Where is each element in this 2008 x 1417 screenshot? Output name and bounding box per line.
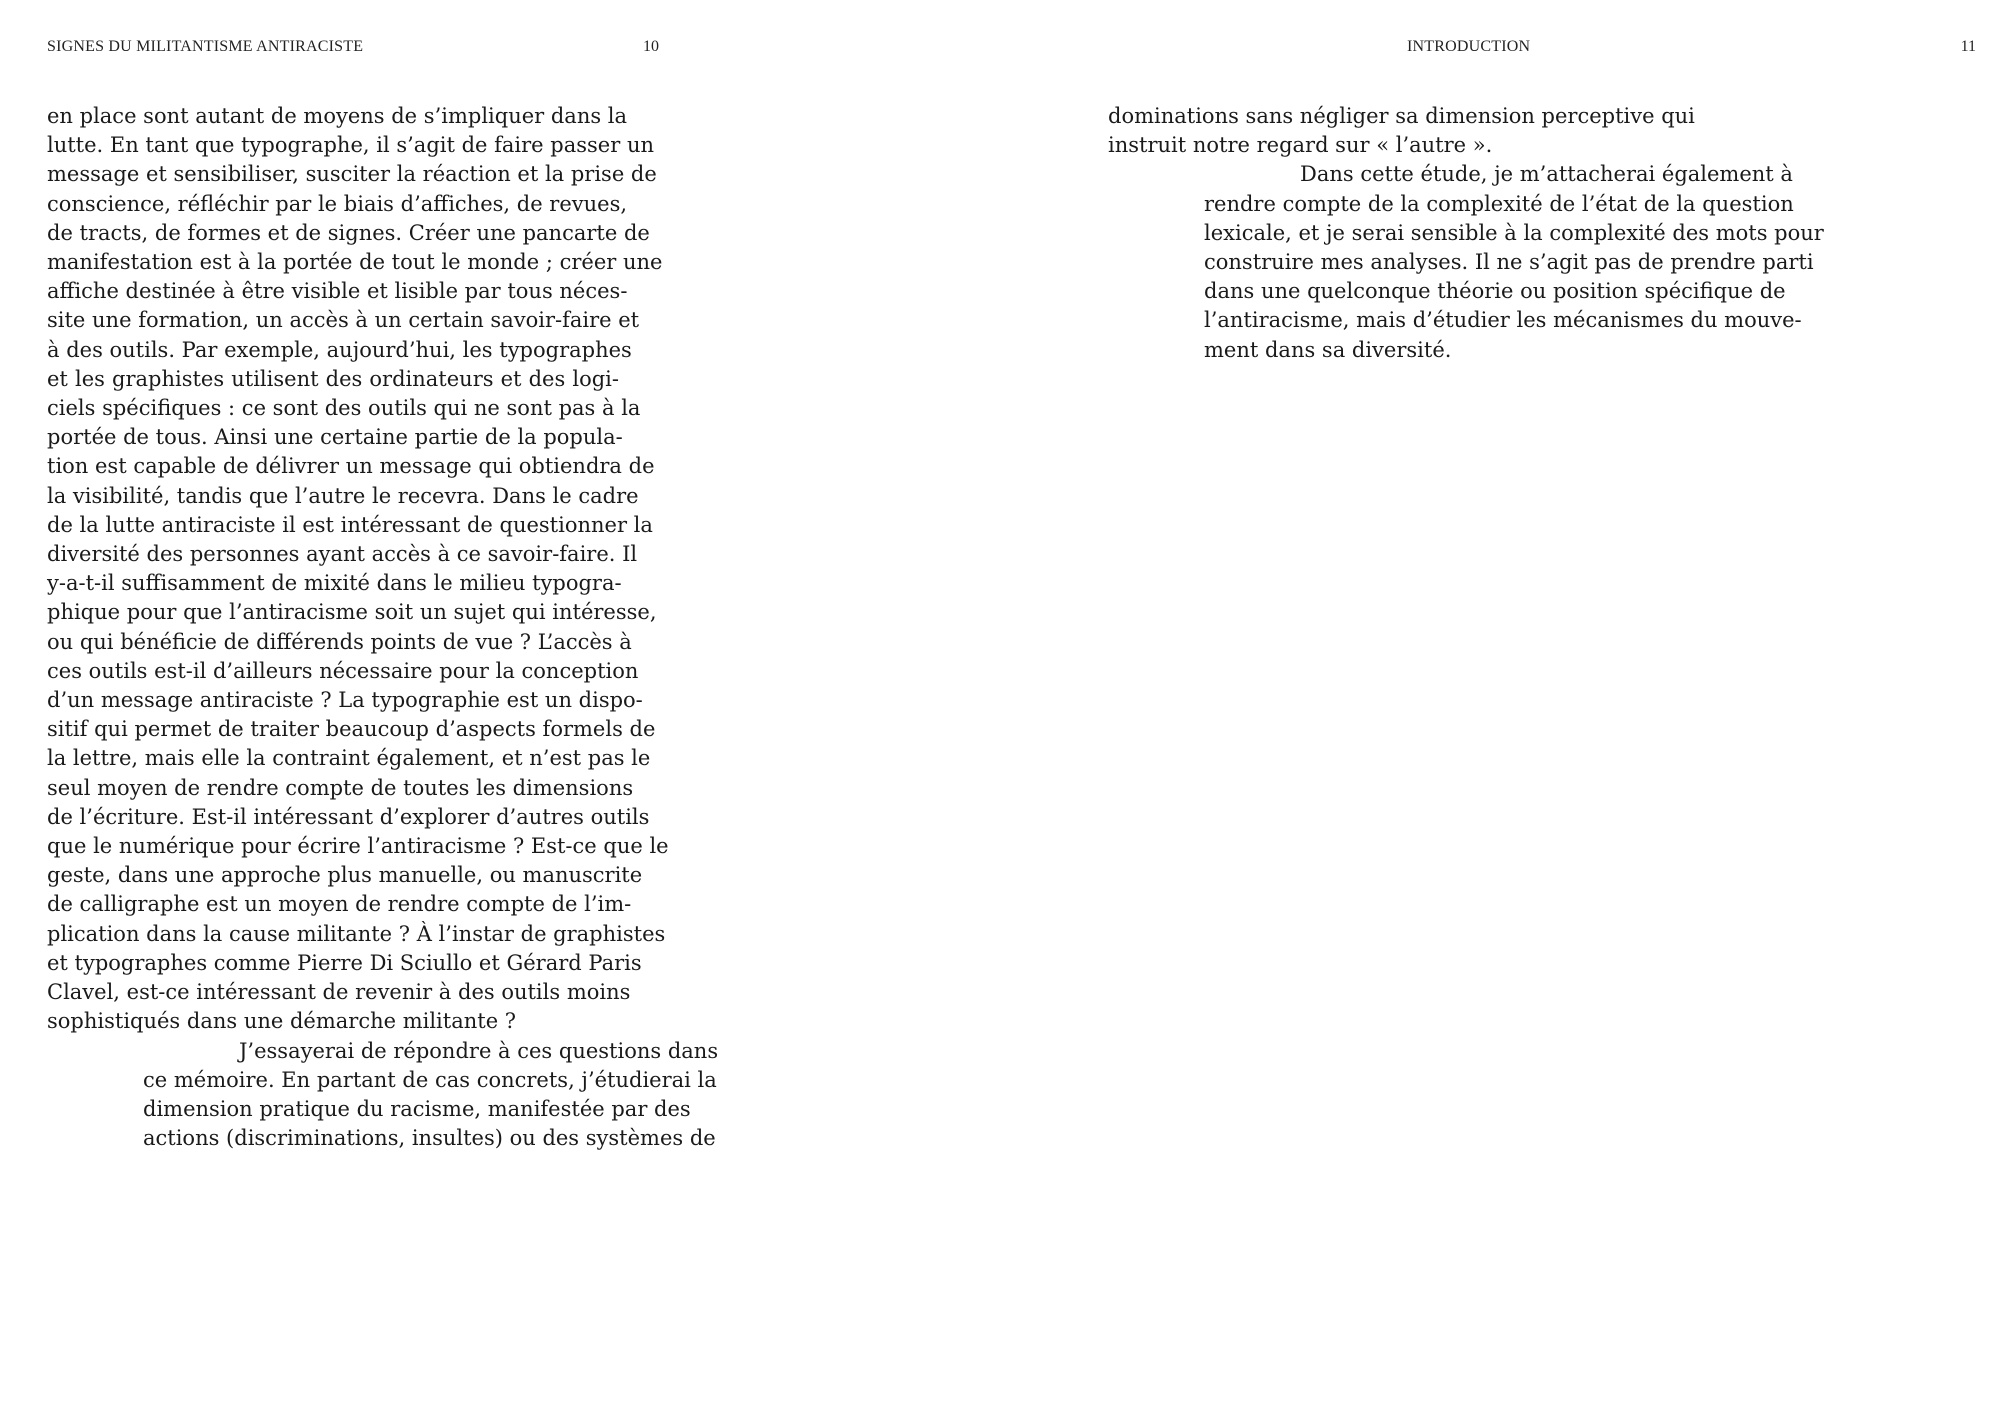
text-line: conscience, réfléchir par le biais d’affiches, de revues, [47,191,628,216]
text-line: de calligraphe est un moyen de rendre compte de l’im- [47,892,632,917]
text-line: plication dans la cause militante ? À l’instar de graphistes [47,921,666,946]
body-text [47,102,719,1153]
text-line: seul moyen de rendre compte de toutes les dimensions [47,775,634,800]
text-line: la lettre, mais elle la contraint également, et n’est pas le [47,746,651,771]
body-text [1108,102,1824,365]
right-page [1004,0,2008,1417]
text-line: à des outils. Par exemple, aujourd’hui, les typographes [47,337,632,362]
text-line: Dans cette étude, je m’attacherai également à [1300,162,1793,187]
text-line: site une formation, un accès à un certain savoir-faire et [47,308,640,333]
text-line: que le numérique pour écrire l’antiracisme ? Est-ce que le [47,834,669,859]
paragraph [1108,160,1824,364]
text-line: message et sensibiliser, susciter la réaction et la prise de [47,162,657,187]
text-line: Clavel, est-ce intéressant de revenir à des outils moins [47,980,631,1005]
running-head: INTRODUCTION [1407,38,1531,55]
text-line: manifestation est à la portée de tout le monde ; créer une [47,250,663,275]
text-line: rendre compte de la complexité de l’état de la question [1204,191,1794,216]
page-number: 10 [643,38,659,55]
text-line: J’essayerai de répondre à ces questions dans [239,1038,719,1063]
text-line: dominations sans négliger sa dimension perceptive qui [1108,104,1695,128]
paragraph [47,1037,719,1154]
text-line: tion est capable de délivrer un message qui obtiendra de [47,454,655,479]
text-line: construire mes analyses. Il ne s’agit pas de prendre parti [1204,250,1814,275]
text-line: lutte. En tant que typographe, il s’agit de faire passer un [47,133,654,158]
text-line: ciels spécifiques : ce sont des outils qui ne sont pas à la [47,396,641,421]
text-line: la visibilité, tandis que l’autre le recevra. Dans le cadre [47,483,639,508]
paragraph [1108,102,1695,160]
text-line: ce mémoire. En partant de cas concrets, j’étudierai la [143,1067,717,1092]
text-line: affiche destinée à être visible et lisible par tous néces- [47,279,628,304]
text-line: l’antiracisme, mais d’étudier les mécanismes du mouve- [1204,308,1802,333]
text-line: de l’écriture. Est-il intéressant d’explorer d’autres outils [47,804,650,829]
text-line: ou qui bénéficie de différends points de vue ? L’accès à [47,629,632,654]
text-line: y-a-t-il suffisamment de mixité dans le milieu typogra- [47,571,622,596]
text-line: ces outils est-il d’ailleurs nécessaire pour la conception [47,658,639,683]
text-line: phique pour que l’antiracisme soit un sujet qui intéresse, [47,600,657,625]
page-number: 11 [1960,38,1976,55]
text-line: et les graphistes utilisent des ordinateurs et des logi- [47,366,619,391]
text-line: geste, dans une approche plus manuelle, ou manuscrite [47,863,643,888]
text-line: actions (discriminations, insultes) ou des systèmes de [143,1126,716,1151]
running-head: SIGNES DU MILITANTISME ANTIRACISTE [47,38,364,55]
text-line: en place sont autant de moyens de s’impliquer dans la [47,104,628,128]
text-line: lexicale, et je serai sensible à la complexité des mots pour [1204,220,1824,245]
text-line: de la lutte antiraciste il est intéressant de questionner la [47,512,653,537]
text-line: diversité des personnes ayant accès à ce savoir-faire. Il [47,542,638,567]
text-line: sitif qui permet de traiter beaucoup d’aspects formels de [47,717,656,742]
text-line: d’un message antiraciste ? La typographie est un dispo- [47,688,643,713]
text-line: dimension pratique du racisme, manifestée par des [143,1096,691,1121]
paragraph [47,102,669,1037]
text-line: instruit notre regard sur « l’autre ». [1108,133,1493,158]
text-line: sophistiqués dans une démarche militante ? [47,1009,517,1034]
text-line: et typographes comme Pierre Di Sciullo et Gérard Paris [47,950,642,975]
text-line: dans une quelconque théorie ou position spécifique de [1204,279,1786,304]
text-line: ment dans sa diversité. [1204,337,1452,362]
text-line: de tracts, de formes et de signes. Créer une pancarte de [47,220,650,245]
text-line: portée de tous. Ainsi une certaine partie de la popula- [47,425,623,450]
